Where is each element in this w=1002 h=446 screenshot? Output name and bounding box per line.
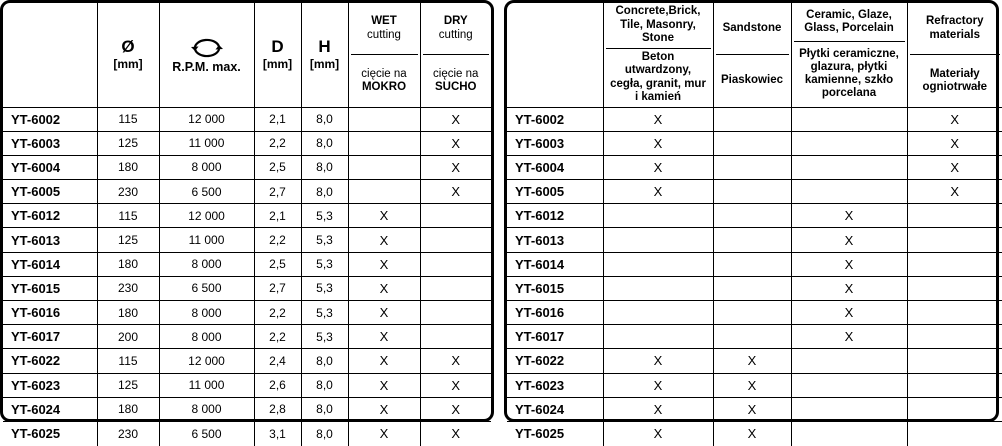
row-concrete: X	[603, 180, 713, 204]
table-row	[507, 131, 1002, 155]
table-row	[507, 301, 1002, 325]
row-diameter: 115	[97, 349, 159, 373]
row-h: 5,3	[301, 204, 348, 228]
row-concrete: X	[603, 155, 713, 179]
row-ceramic: X	[791, 301, 907, 325]
row-code: YT-6004	[507, 155, 603, 179]
row-sandstone	[713, 301, 791, 325]
header-h	[301, 3, 348, 107]
table-row	[507, 276, 1002, 300]
row-sandstone: X	[713, 349, 791, 373]
row-concrete	[603, 301, 713, 325]
row-d: 2,8	[254, 397, 301, 421]
diameter-icon: Ø	[121, 37, 135, 57]
row-h: 8,0	[301, 131, 348, 155]
row-dry: X	[420, 180, 491, 204]
row-code: YT-6025	[507, 421, 603, 445]
rotation-arrows-icon	[190, 36, 224, 58]
row-h: 5,3	[301, 325, 348, 349]
table-row	[507, 228, 1002, 252]
row-sandstone: X	[713, 373, 791, 397]
row-dry	[420, 301, 491, 325]
table-row	[507, 349, 1002, 373]
row-diameter: 200	[97, 325, 159, 349]
row-dry: X	[420, 155, 491, 179]
header-wet-cutting	[348, 3, 420, 107]
row-wet	[348, 180, 420, 204]
row-code: YT-6014	[507, 252, 603, 276]
row-refractory	[907, 276, 1002, 300]
row-d: 2,6	[254, 373, 301, 397]
header-sandstone	[713, 3, 791, 107]
row-refractory: X	[907, 180, 1002, 204]
row-sandstone	[713, 228, 791, 252]
row-code: YT-6003	[507, 131, 603, 155]
row-ceramic: X	[791, 228, 907, 252]
row-rpm: 6 500	[159, 276, 254, 300]
row-wet	[348, 131, 420, 155]
row-code: YT-6016	[507, 301, 603, 325]
row-h: 8,0	[301, 397, 348, 421]
wet-en-line2: cutting	[367, 28, 401, 41]
right-header-row	[507, 3, 1002, 107]
refractory-en: Refractory materials	[925, 15, 984, 41]
row-wet: X	[348, 325, 420, 349]
row-code: YT-6012	[3, 204, 97, 228]
header-code-blank	[3, 3, 97, 107]
row-dry	[420, 228, 491, 252]
row-dry: X	[420, 349, 491, 373]
sandstone-en: Sandstone	[722, 22, 782, 35]
row-h: 5,3	[301, 252, 348, 276]
row-sandstone: X	[713, 397, 791, 421]
row-d: 2,7	[254, 276, 301, 300]
row-h: 8,0	[301, 180, 348, 204]
row-rpm: 12 000	[159, 107, 254, 131]
left-spec-panel	[0, 0, 494, 442]
row-ceramic	[791, 180, 907, 204]
row-refractory	[907, 228, 1002, 252]
row-dry: X	[420, 131, 491, 155]
row-dry: X	[420, 397, 491, 421]
row-rpm: 11 000	[159, 228, 254, 252]
row-ceramic: X	[791, 276, 907, 300]
row-rpm: 12 000	[159, 349, 254, 373]
row-diameter: 230	[97, 180, 159, 204]
row-refractory	[907, 349, 1002, 373]
row-h: 8,0	[301, 349, 348, 373]
row-dry	[420, 276, 491, 300]
row-concrete: X	[603, 107, 713, 131]
row-dry	[420, 325, 491, 349]
table-row	[507, 397, 1002, 421]
row-wet: X	[348, 301, 420, 325]
row-code: YT-6017	[3, 325, 97, 349]
concrete-en: Concrete,Brick, Tile, Masonry, Stone	[615, 5, 701, 44]
table-row	[507, 421, 1002, 445]
row-concrete	[603, 276, 713, 300]
row-diameter: 180	[97, 155, 159, 179]
row-wet: X	[348, 373, 420, 397]
row-code: YT-6013	[507, 228, 603, 252]
row-code: YT-6005	[3, 180, 97, 204]
row-diameter: 115	[97, 204, 159, 228]
row-code: YT-6024	[3, 397, 97, 421]
table-row	[3, 180, 491, 204]
header-ceramic	[791, 3, 907, 107]
row-code: YT-6004	[3, 155, 97, 179]
table-row	[507, 180, 1002, 204]
row-code: YT-6012	[507, 204, 603, 228]
ceramic-en: Ceramic, Glaze, Glass, Porcelain	[804, 8, 894, 35]
row-d: 2,5	[254, 155, 301, 179]
row-code: YT-6017	[507, 325, 603, 349]
dry-pl-line2: SUCHO	[434, 80, 477, 93]
table-row	[3, 252, 491, 276]
row-concrete: X	[603, 397, 713, 421]
row-sandstone	[713, 204, 791, 228]
row-rpm: 8 000	[159, 397, 254, 421]
row-refractory	[907, 397, 1002, 421]
row-dry: X	[420, 107, 491, 131]
table-row	[3, 373, 491, 397]
left-header-row	[3, 3, 491, 107]
row-code: YT-6013	[3, 228, 97, 252]
row-diameter: 180	[97, 397, 159, 421]
h-symbol: H	[318, 37, 331, 57]
row-d: 2,4	[254, 349, 301, 373]
row-sandstone	[713, 155, 791, 179]
row-rpm: 8 000	[159, 252, 254, 276]
h-unit: [mm]	[309, 57, 340, 72]
row-wet: X	[348, 228, 420, 252]
row-code: YT-6014	[3, 252, 97, 276]
wet-pl-line1: cięcie na	[361, 67, 407, 80]
row-rpm: 8 000	[159, 301, 254, 325]
row-code: YT-6002	[3, 107, 97, 131]
row-refractory	[907, 421, 1002, 445]
row-d: 2,1	[254, 107, 301, 131]
row-dry	[420, 204, 491, 228]
row-concrete	[603, 325, 713, 349]
row-ceramic	[791, 155, 907, 179]
row-rpm: 11 000	[159, 373, 254, 397]
dry-en-line2: cutting	[438, 28, 473, 41]
dry-en-line1: DRY	[443, 15, 468, 28]
row-h: 8,0	[301, 421, 348, 445]
row-diameter: 180	[97, 252, 159, 276]
row-code: YT-6003	[3, 131, 97, 155]
row-code: YT-6002	[507, 107, 603, 131]
row-wet: X	[348, 397, 420, 421]
row-refractory	[907, 301, 1002, 325]
row-rpm: 12 000	[159, 204, 254, 228]
row-ceramic	[791, 349, 907, 373]
table-row	[507, 155, 1002, 179]
table-row	[3, 397, 491, 421]
row-code: YT-6023	[507, 373, 603, 397]
row-d: 2,2	[254, 325, 301, 349]
row-sandstone	[713, 252, 791, 276]
row-wet	[348, 155, 420, 179]
row-code: YT-6005	[507, 180, 603, 204]
table-row	[3, 155, 491, 179]
table-row	[507, 204, 1002, 228]
row-ceramic: X	[791, 204, 907, 228]
row-rpm: 11 000	[159, 131, 254, 155]
row-d: 2,1	[254, 204, 301, 228]
wet-en-line1: WET	[371, 15, 397, 28]
table-row	[3, 325, 491, 349]
row-ceramic	[791, 397, 907, 421]
row-concrete: X	[603, 349, 713, 373]
table-row	[3, 107, 491, 131]
sandstone-pl: Piaskowiec	[720, 74, 783, 87]
row-h: 8,0	[301, 155, 348, 179]
d-unit: [mm]	[262, 57, 293, 72]
header-refractory	[907, 3, 1002, 107]
row-h: 8,0	[301, 373, 348, 397]
row-wet: X	[348, 421, 420, 445]
row-concrete	[603, 252, 713, 276]
table-row	[3, 421, 491, 445]
row-rpm: 8 000	[159, 325, 254, 349]
dry-pl-line1: cięcie na	[433, 67, 479, 80]
concrete-pl: Beton utwardzony, cegła, granit, mur i kamień	[610, 51, 706, 103]
row-diameter: 125	[97, 228, 159, 252]
row-code: YT-6023	[3, 373, 97, 397]
table-row	[3, 349, 491, 373]
row-rpm: 6 500	[159, 180, 254, 204]
right-application-panel	[504, 0, 999, 442]
row-code: YT-6016	[3, 301, 97, 325]
row-wet: X	[348, 276, 420, 300]
row-code: YT-6022	[3, 349, 97, 373]
row-sandstone	[713, 325, 791, 349]
row-diameter: 180	[97, 301, 159, 325]
row-diameter: 230	[97, 276, 159, 300]
diameter-unit: [mm]	[113, 57, 143, 72]
header-concrete	[603, 3, 713, 107]
row-h: 8,0	[301, 107, 348, 131]
ceramic-pl: Płytki ceramiczne, glazura, płytki kamienne, szkło porcelana	[799, 47, 899, 100]
table-row	[3, 276, 491, 300]
row-code: YT-6015	[3, 276, 97, 300]
row-ceramic	[791, 421, 907, 445]
row-code: YT-6022	[507, 349, 603, 373]
row-concrete	[603, 204, 713, 228]
row-sandstone	[713, 107, 791, 131]
row-refractory: X	[907, 155, 1002, 179]
table-row	[3, 204, 491, 228]
row-sandstone: X	[713, 421, 791, 445]
row-code: YT-6024	[507, 397, 603, 421]
header-dry-cutting	[420, 3, 491, 107]
row-concrete: X	[603, 421, 713, 445]
row-rpm: 8 000	[159, 155, 254, 179]
row-h: 5,3	[301, 301, 348, 325]
row-h: 5,3	[301, 276, 348, 300]
row-code: YT-6025	[3, 421, 97, 445]
row-code: YT-6015	[507, 276, 603, 300]
row-concrete	[603, 228, 713, 252]
row-concrete: X	[603, 373, 713, 397]
table-row	[3, 301, 491, 325]
row-ceramic	[791, 107, 907, 131]
row-wet: X	[348, 204, 420, 228]
wet-pl-line2: MOKRO	[361, 80, 407, 93]
row-sandstone	[713, 180, 791, 204]
header-code-blank	[507, 3, 603, 107]
row-d: 3,1	[254, 421, 301, 445]
row-refractory	[907, 373, 1002, 397]
row-dry: X	[420, 421, 491, 445]
row-refractory	[907, 252, 1002, 276]
table-row	[3, 228, 491, 252]
row-d: 2,2	[254, 301, 301, 325]
row-d: 2,2	[254, 131, 301, 155]
row-ceramic	[791, 373, 907, 397]
right-application-table	[507, 3, 1002, 446]
table-row	[507, 373, 1002, 397]
row-sandstone	[713, 131, 791, 155]
row-diameter: 115	[97, 107, 159, 131]
row-dry	[420, 252, 491, 276]
row-d: 2,7	[254, 180, 301, 204]
row-d: 2,5	[254, 252, 301, 276]
row-wet: X	[348, 252, 420, 276]
row-diameter: 230	[97, 421, 159, 445]
row-concrete: X	[603, 131, 713, 155]
row-refractory: X	[907, 107, 1002, 131]
left-spec-table	[3, 3, 491, 446]
row-dry: X	[420, 373, 491, 397]
table-row	[507, 107, 1002, 131]
header-d	[254, 3, 301, 107]
row-refractory: X	[907, 131, 1002, 155]
row-ceramic: X	[791, 252, 907, 276]
d-symbol: D	[271, 37, 284, 57]
row-wet	[348, 107, 420, 131]
row-wet: X	[348, 349, 420, 373]
row-ceramic	[791, 131, 907, 155]
row-diameter: 125	[97, 373, 159, 397]
table-row	[3, 131, 491, 155]
rpm-label: R.P.M. max.	[172, 59, 241, 74]
row-h: 5,3	[301, 228, 348, 252]
table-row	[507, 325, 1002, 349]
header-diameter	[97, 3, 159, 107]
row-rpm: 6 500	[159, 421, 254, 445]
row-refractory	[907, 325, 1002, 349]
row-diameter: 125	[97, 131, 159, 155]
refractory-pl: Materiały ogniotrwałe	[922, 67, 988, 93]
row-sandstone	[713, 276, 791, 300]
table-row	[507, 252, 1002, 276]
row-d: 2,2	[254, 228, 301, 252]
row-refractory	[907, 204, 1002, 228]
header-rpm	[159, 3, 254, 107]
row-ceramic: X	[791, 325, 907, 349]
